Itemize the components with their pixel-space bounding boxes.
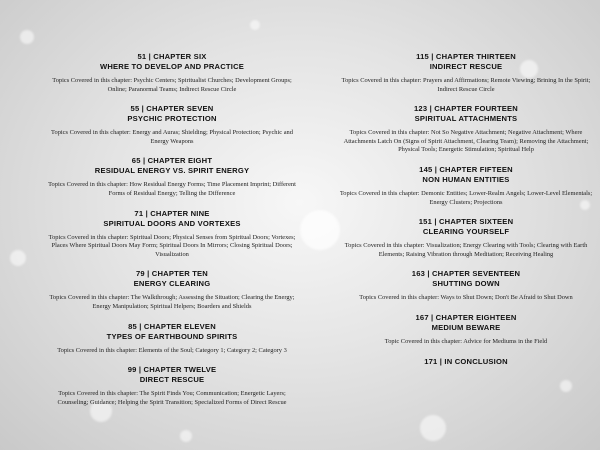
chapter-topics: Topics Covered in this chapter: Prayers and Affirmations; Remote Viewing; Brining In the Spirit; Indirect Rescue Circle [341,77,591,93]
chapter-number: 85 | CHAPTER ELEVEN [128,321,216,331]
toc-left-column [44,52,300,417]
chapter-number: 71 | CHAPTER NINE [134,208,210,218]
chapter-number: 167 | CHAPTER EIGHTEEN [415,312,517,322]
chapter-number: 99 | CHAPTER TWELVE [127,365,217,375]
toc-entry-chapter-thirteen[interactable] [338,52,594,94]
chapter-number: 163 | CHAPTER SEVENTEEN [411,269,521,279]
chapter-title: SPIRITUAL DOORS AND VORTEXES [103,218,241,228]
chapter-topics: Topics Covered in this chapter: Psychic Centers; Spiritualist Churches; Development Groups; Online; Paranormal Teams; Indirect Rescue Circle [52,77,292,93]
toc-entry-chapter-nine[interactable] [44,209,300,260]
toc-entry-chapter-seven[interactable] [44,104,300,146]
chapter-number: 145 | CHAPTER FIFTEEN [419,164,513,174]
toc-entry-conclusion[interactable] [338,357,594,367]
chapter-title: ENERGY CLEARING [133,279,211,289]
chapter-title: PSYCHIC PROTECTION [127,114,217,124]
toc-entry-chapter-ten[interactable] [44,269,300,311]
chapter-topics: Topics Covered in this chapter: Ways to Shut Down; Don't Be Afraid to Shut Down [359,294,573,302]
chapter-title: MEDIUM BEWARE [431,322,501,332]
toc-entry-chapter-sixteen[interactable] [338,217,594,259]
chapter-title: INDIRECT RESCUE [429,62,503,71]
chapter-number: 65 | CHAPTER EIGHT [131,156,213,166]
chapter-title: DIRECT RESCUE [139,375,205,385]
chapter-topics: Topics Covered in this chapter: How Residual Energy Forms; Time Placement Imprint; Different Forms of Residual Energy; Telling the Difference [48,181,296,197]
chapter-topics: Topics Covered in this chapter: Spiritual Doors; Physical Senses from Spiritual Doors; Vortexes; Places Where Spiritual Doors May Form; Spiritual Doors In Mirrors; Closing Spiritual Doors; Visualization [48,233,296,258]
toc-entry-chapter-fourteen[interactable] [338,104,594,155]
chapter-title: SPIRITUAL ATTACHMENTS [414,114,518,124]
toc-entry-chapter-fifteen[interactable] [338,165,594,207]
chapter-title: SHUTTING DOWN [432,279,500,289]
chapter-title: TYPES OF EARTHBOUND SPIRITS [106,331,238,341]
toc-entry-chapter-eight[interactable] [44,156,300,198]
chapter-title: CLEARING YOURSELF [422,227,510,237]
toc-entry-chapter-eleven[interactable] [44,322,300,356]
chapter-topics: Topics Covered in this chapter: The Spirit Finds You; Communication; Energetic Layers; Counseling; Guidance; Helping the Spirit Transition; Specialized Forms of Direct Rescue [57,390,287,406]
chapter-number: 55 | CHAPTER SEVEN [130,104,214,114]
chapter-number: 151 | CHAPTER SIXTEEN [418,217,514,227]
chapter-topics: Topic Covered in this chapter: Advice for Mediums in the Field [384,337,548,345]
chapter-title: WHERE TO DEVELOP AND PRACTICE [99,62,245,71]
chapter-title: NON HUMAN ENTITIES [422,174,510,184]
toc-entry-chapter-six[interactable] [44,52,300,94]
chapter-number: 115 | CHAPTER THIRTEEN [416,52,516,61]
chapter-topics: Topics Covered in this chapter: Elements of the Soul; Category 1; Category 2; Category 3 [57,346,287,354]
chapter-number: 51 | CHAPTER SIX [137,52,207,61]
chapter-topics: Topics Covered in this chapter: Demonic Entities; Lower-Realm Angels; Lower-Level Elementals; Energy Clusters; Projections [339,189,593,206]
toc-entry-chapter-eighteen[interactable] [338,313,594,347]
toc-entry-chapter-seventeen[interactable] [338,269,594,303]
chapter-number: 171 | IN CONCLUSION [424,356,508,366]
chapter-topics: Topics Covered in this chapter: Visualization; Energy Clearing with Tools; Clearing with Earth Elements; Raising Vibration through Meditation; Receiving Healing [344,242,588,258]
toc-entry-chapter-twelve[interactable] [44,365,300,407]
chapter-topics: Topics Covered in this chapter: Energy and Auras; Shielding; Physical Protection; Psychic and Energy Weapons [51,129,293,145]
chapter-topics: Topics Covered in this chapter: Not So Negative Attachment; Negative Attachment; Where Attachments Latch On (Signs of Spirit Attachment, Clearing Team); Removing the Attachment; Physical Tools; Energetic Stimulation; Spiritual Help [343,129,589,154]
toc-right-column [338,52,594,377]
chapter-title: RESIDUAL ENERGY VS. SPIRIT ENERGY [94,166,250,176]
chapter-number: 123 | CHAPTER FOURTEEN [414,104,518,114]
chapter-number: 79 | CHAPTER TEN [136,269,208,279]
chapter-topics: Topics Covered in this chapter: The Walkthrough; Assessing the Situation; Clearing the Energy; Energy Manipulation; Spiritual Helpers; Boarders and Shields [49,294,295,310]
